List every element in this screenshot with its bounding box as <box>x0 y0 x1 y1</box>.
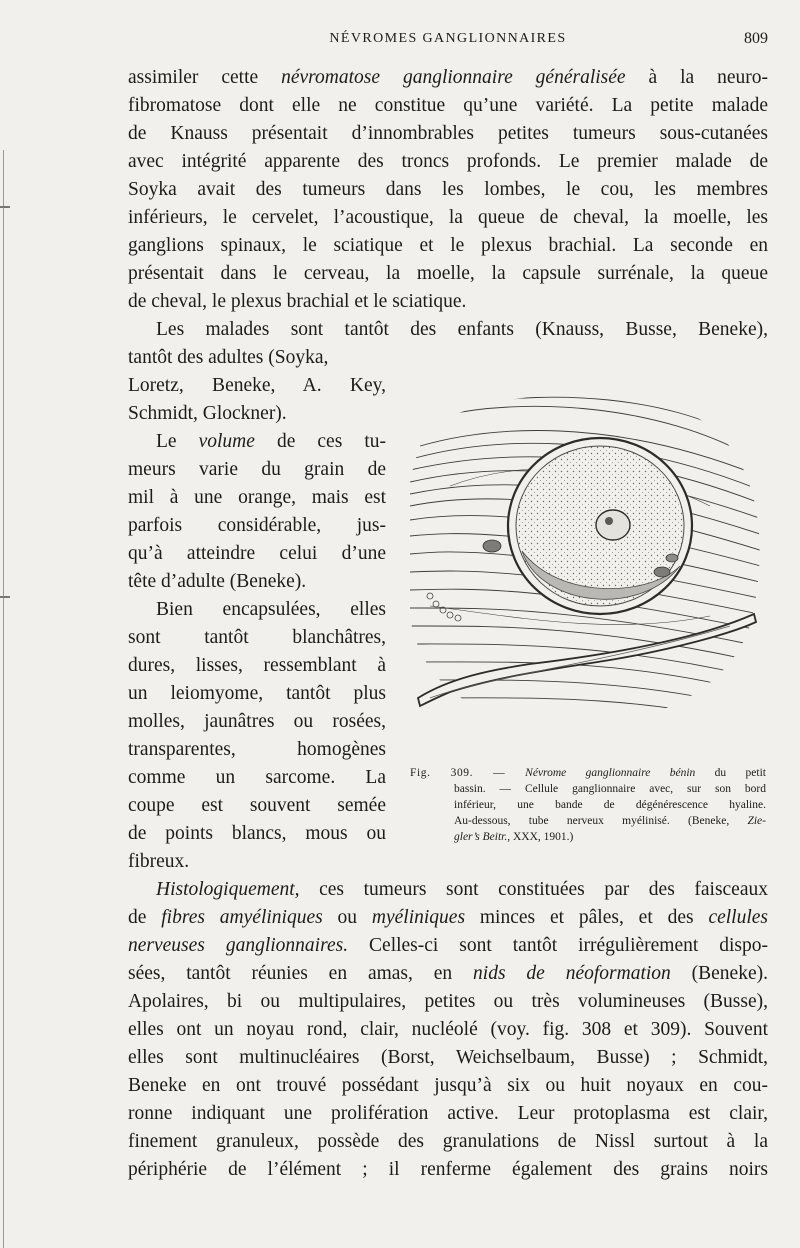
text-line: de cheval, le plexus brachial et le sciatique. <box>128 291 467 312</box>
text-line: Schmidt, Glockner). <box>128 403 287 424</box>
text-line: périphérie de l’élément ; il renferme également des grains noirs <box>128 1159 768 1180</box>
text-line: comme un sarcome. La <box>128 767 386 788</box>
text-line: un leiomyome, tantôt plus <box>128 683 386 704</box>
text-line: ganglions spinaux, le sciatique et le plexus brachial. La seconde en <box>128 235 768 256</box>
text-line: Le volume de ces tu- <box>156 431 386 452</box>
text-line: elles sont multinucléaires (Borst, Weichselbaum, Busse) ; Schmidt, <box>128 1047 768 1068</box>
text-line: meurs varie du grain de <box>128 459 386 480</box>
page-edge-shadow <box>3 150 4 1248</box>
text-line: tantôt des adultes (Soyka, <box>128 347 329 368</box>
text-line: elles ont un noyau rond, clair, nucléolé (voy. fig. 308 et 309). Souvent <box>128 1019 768 1040</box>
text-line: Les malades sont tantôt des enfants (Knauss, Busse, Beneke), <box>156 319 768 340</box>
running-header <box>128 28 768 52</box>
satellite-nucleus <box>654 567 670 577</box>
text-line: tête d’adulte (Beneke). <box>128 571 307 592</box>
text-line: Beneke en ont trouvé possédant jusqu’à six ou huit noyaux en cou- <box>128 1075 768 1096</box>
text-line: Histologiquement, ces tumeurs sont constituées par des faisceaux <box>156 879 768 900</box>
text-line: molles, jaunâtres ou rosées, <box>128 711 386 732</box>
caption-line: inférieur, une bande de dégénérescence hyaline. <box>454 799 766 811</box>
satellite-nucleus <box>483 540 501 552</box>
text-line: ronne indiquant une prolifération active. Leur protoplasma est clair, <box>128 1103 768 1124</box>
nucleolus <box>605 517 613 525</box>
text-line: qu’à atteindre celui d’une <box>128 543 386 564</box>
text-line: mil à une orange, mais est <box>128 487 386 508</box>
page-edge-mark <box>0 206 10 208</box>
text-line: Soyka avait des tumeurs dans les lombes, le cou, les membres <box>128 179 768 200</box>
text-line: Apolaires, bi ou multipulaires, petites ou très volumineuses (Busse), <box>128 991 768 1012</box>
page-edge-mark <box>0 596 10 598</box>
text-line: de points blancs, mous ou <box>128 823 386 844</box>
text-line: Bien encapsulées, elles <box>156 599 386 620</box>
text-line: Loretz, Beneke, A. Key, <box>128 375 386 396</box>
text-line: dures, lisses, ressemblant à <box>128 655 386 676</box>
text-line: sont tantôt blanchâtres, <box>128 627 386 648</box>
ganglion-cell-engraving <box>410 386 772 760</box>
text-line: finement granuleux, possède des granulations de Nissl surtout à la <box>128 1131 768 1152</box>
page-number: 809 <box>744 30 768 47</box>
caption-line: Au-dessous, tube nerveux myélinisé. (Beneke, Zie- <box>454 815 766 827</box>
running-title: NÉVROMES GANGLIONNAIRES <box>329 31 567 46</box>
text-line: fibreux. <box>128 851 190 872</box>
caption-line: Fig. 309. — Névrome ganglionnaire bénin du petit <box>410 767 766 779</box>
text-line: nerveuses ganglionnaires. Celles-ci sont tantôt irrégulièrement dispo- <box>128 935 768 956</box>
text-line: avec intégrité apparente des troncs profonds. Le premier malade de <box>128 151 768 172</box>
figure-caption <box>410 765 766 845</box>
text-line: fibromatose dont elle ne constitue qu’une variété. La petite malade <box>128 95 768 116</box>
text-line: de Knauss présentait d’innombrables petites tumeurs sous-cutanées <box>128 123 768 144</box>
text-line: de fibres amyéliniques ou myéliniques minces et pâles, et des cellules <box>128 907 769 928</box>
figure-309-illustration <box>410 386 772 760</box>
text-line: transparentes, homogènes <box>128 739 386 760</box>
small-nuclei-group <box>427 593 461 621</box>
cell-nucleus <box>596 510 630 540</box>
text-line: sées, tantôt réunies en amas, en nids de néoformation (Beneke). <box>128 963 768 984</box>
text-line: présentait dans le cerveau, la moelle, la capsule surrénale, la queue <box>128 263 768 284</box>
caption-line: gler’s Beitr., XXX, 1901.) <box>454 831 574 843</box>
satellite-nucleus <box>666 554 678 562</box>
text-line: inférieurs, le cervelet, l’acoustique, la queue de cheval, la moelle, les <box>128 207 768 228</box>
text-line: assimiler cette névromatose ganglionnaire généralisée à la neuro- <box>128 67 769 88</box>
text-line: parfois considérable, jus- <box>128 515 386 536</box>
text-line: coupe est souvent semée <box>128 795 386 816</box>
myelinated-nerve-tube <box>418 614 756 706</box>
caption-line: bassin. — Cellule ganglionnaire avec, sur son bord <box>454 783 766 795</box>
